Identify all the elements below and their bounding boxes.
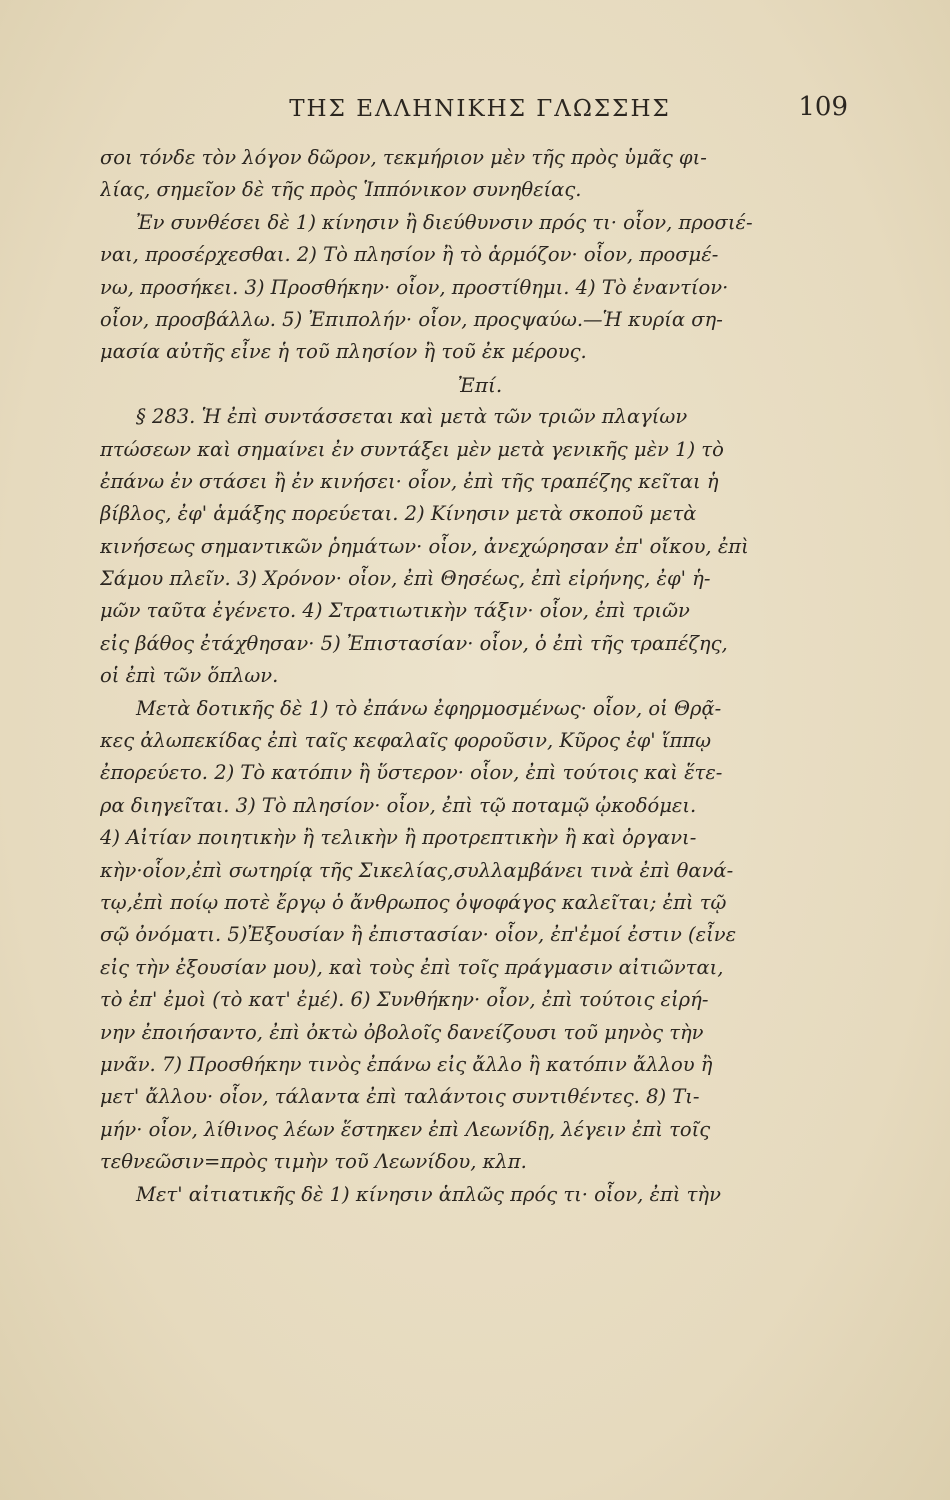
text-line: μνᾶν. 7) Προσθήκην τινὸς ἐπάνω εἰς ἄλλο ἢ κατόπιν ἄλλου ἢ [100, 1052, 713, 1076]
text-line: εἰς τὴν ἐξουσίαν μου), καὶ τοὺς ἐπὶ τοῖς πράγμασιν αἰτιῶνται, [100, 955, 724, 979]
text-line: Μετὰ δοτικῆς δὲ 1) τὸ ἐπάνω ἐφηρμοσμένως· οἷον, οἱ Θρᾷ- [136, 696, 722, 720]
page-number: 109 [798, 92, 848, 122]
text-line: ρα διηγεῖται. 3) Τὸ πλησίον· οἷον, ἐπὶ τῷ ποταμῷ ᾠκοδόμει. [100, 793, 697, 817]
text-line: πτώσεων καὶ σημαίνει ἐν συντάξει μὲν μετὰ γενικῆς μὲν 1) τὸ [100, 437, 724, 461]
text-line: Ἐν συνθέσει δὲ 1) κίνησιν ἢ διεύθυνσιν πρός τι· οἷον, προσιέ- [136, 210, 753, 234]
text-line: εἰς βάθος ἐτάχθησαν· 5) Ἐπιστασίαν· οἷον, ὁ ἐπὶ τῆς τραπέζης, [100, 631, 728, 655]
text-line: ναι, προσέρχεσθαι. 2) Τὸ πλησίον ἢ τὸ ἁρμόζον· οἷον, προσμέ- [100, 243, 719, 267]
text-line: Σάμου πλεῖν. 3) Χρόνον· οἷον, ἐπὶ Θησέως, ἐπὶ εἰρήνης, ἐφ' ἡ- [100, 567, 711, 591]
running-title: ΤΗΣ ΕΛΛΗΝΙΚΗΣ ΓΛΩΣΣΗΣ [289, 96, 671, 122]
section-heading: Ἐπί. [457, 372, 503, 397]
text-line: λίας, σημεῖον δὲ τῆς πρὸς Ἱππόνικον συνηθείας. [100, 178, 582, 202]
text-line: 4) Αἰτίαν ποιητικὴν ἢ τελικὴν ἢ προτρεπτικὴν ἢ καὶ ὀργανι- [100, 826, 697, 850]
text-line: κινήσεως σημαντικῶν ῥημάτων· οἷον, ἀνεχώρησαν ἐπ' οἴκου, ἐπὶ [100, 534, 749, 558]
text-line: οἷον, προσβάλλω. 5) Ἐπιπολήν· οἷον, προςψαύω.—Ἡ κυρία ση- [100, 307, 723, 331]
text-line: μῶν ταῦτα ἐγένετο. 4) Στρατιωτικὴν τάξιν· οἷον, ἐπὶ τριῶν [100, 599, 690, 623]
text-line: Μετ' αἰτιατικῆς δὲ 1) κίνησιν ἁπλῶς πρός τι· οἷον, ἐπὶ τὴν [136, 1182, 721, 1206]
text-line: τὸ ἐπ' ἐμοὶ (τὸ κατ' ἐμέ). 6) Συνθήκην· οἷον, ἐπὶ τούτοις εἰρή- [100, 988, 709, 1012]
text-line: σῷ ὀνόματι. 5)Ἐξουσίαν ἢ ἐπιστασίαν· οἷον, ἐπ'ἐμοί ἐστιν (εἶνε [100, 923, 737, 947]
text-line: § 283. Ἡ ἐπὶ συντάσσεται καὶ μετὰ τῶν τριῶν πλαγίων [136, 405, 688, 429]
body-text [100, 142, 860, 1211]
text-line: τεθνεῶσιν=πρὸς τιμὴν τοῦ Λεωνίδου, κλπ. [100, 1150, 527, 1174]
text-line: ἐπορεύετο. 2) Τὸ κατόπιν ἢ ὕστερον· οἷον, ἐπὶ τούτοις καὶ ἕτε- [100, 761, 723, 785]
page-header [100, 92, 860, 132]
text-line: τῳ,ἐπὶ ποίῳ ποτὲ ἔργῳ ὁ ἄνθρωπος ὀψοφάγος καλεῖται; ἐπὶ τῷ [100, 890, 727, 914]
text-line: μήν· οἷον, λίθινος λέων ἕστηκεν ἐπὶ Λεωνίδῃ, λέγειν ἐπὶ τοῖς [100, 1117, 711, 1141]
text-line: κες ἀλωπεκίδας ἐπὶ ταῖς κεφαλαῖς φοροῦσιν, Κῦρος ἐφ' ἵππῳ [100, 729, 712, 753]
text-line: κὴν·οἷον,ἐπὶ σωτηρίᾳ τῆς Σικελίας,συλλαμβάνει τινὰ ἐπὶ θανά- [100, 858, 734, 882]
text-line: μετ' ἄλλου· οἷον, τάλαντα ἐπὶ ταλάντοις συντιθέντες. 8) Τι- [100, 1085, 700, 1109]
text-line: σοι τόνδε τὸν λόγον δῶρον, τεκμήριον μὲν τῆς πρὸς ὑμᾶς φι- [100, 146, 707, 169]
text-line: βίβλος, ἐφ' ἁμάξης πορεύεται. 2) Κίνησιν μετὰ σκοποῦ μετὰ [100, 502, 697, 526]
text-line: οἱ ἐπὶ τῶν ὅπλων. [100, 664, 279, 688]
text-line: νω, προσήκει. 3) Προσθήκην· οἷον, προστίθημι. 4) Τὸ ἐναντίον· [100, 275, 729, 299]
text-line: νην ἐποιήσαντο, ἐπὶ ὀκτὼ ὀβολοῖς δανείζουσι τοῦ μηνὸς τὴν [100, 1020, 704, 1044]
text-line: ἐπάνω ἐν στάσει ἢ ἐν κινήσει· οἷον, ἐπὶ τῆς τραπέζης κεῖται ἡ [100, 469, 719, 493]
text-line: μασία αὐτῆς εἶνε ἡ τοῦ πλησίον ἢ τοῦ ἐκ μέρους. [100, 340, 587, 364]
